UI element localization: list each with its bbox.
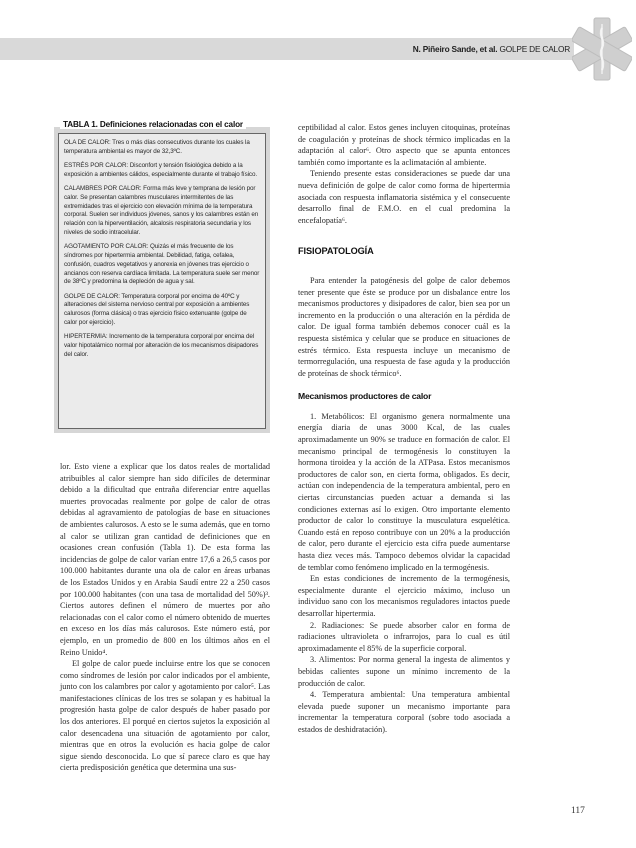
mechanism-food: 3. Alimentos: Por norma general la ingesta de alimentos y bebidas calientes supone un mínimo incremento de la producción de calor.: [298, 655, 510, 688]
right-column: [298, 122, 510, 736]
right-intro-paragraph: Teniendo presente estas consideraciones se puede dar una nueva definición de golpe de calor como forma de hipertermia asociada con respuesta inflamatoria sistémica y el consecuente desarrollo final de F.M.O. en el cual predomina la encefalopatía⁶.: [298, 169, 510, 225]
subsection-heading-mecanismos: Mecanismos productores de calor: [298, 391, 432, 402]
mechanism-radiation: 2. Radiaciones: Se puede absorber calor en forma de radiaciones ultravioleta o infrarrojos, para lo cual es útil aproximadamente el 85% de la superficie corporal.: [298, 620, 510, 653]
left-paragraph: El golpe de calor puede incluirse entre los que se conocen como síndromes de lesión por calor indicados por el ambiente, junto con los calambres por calor y agotamiento por calor⁵. Las manifestaciones clínicas de los tres se solapan y es habitual la progresión hasta golpe de calor después de haber pasado por los dos anteriores. El porqué en ciertos sujetos la exposición al calor desencadena una situación de agotamiento por calor, mientras que en otros la evolución es hacia golpe de calor sigue siendo desconocida. Lo que sí parece claro es que hay cierta predisposición genética que determina una sus-: [60, 659, 270, 773]
mechanism-ambient-temperature: 4. Temperatura ambiental: Una temperatura ambiental elevada puede suponer un mecanismo importante para incrementar la temperatura corporal (sobre todo asociada a estados de deshidratación).: [298, 690, 510, 734]
mechanism-metabolic: 1. Metabólicos: El organismo genera normalmente una energía diaria de unas 3000 Kcal, de las cuales aproximadamente un 90% se traduce en formación de calor. El mecanismo principal de termogénesis lo constituyen la hormona tiroidea y la acción de la ATPasa. Estos mecanismos productores de calor son, en cierta forma, obligados. Es decir, actúan con independencia de la temperatura ambiental, pero en ciertas circunstancias pueden actuar a demanda si las condiciones externas así lo exigen. Otro importante elemento productor de calor lo constituye la musculatura esquelética. Cuando está en reposo contribuye con un 20% a la producción de calor, pero durante el ejercicio esta cifra puede aumentarse hasta diez veces más. Tampoco debemos olvidar la capacidad de temblar como fenómeno implicado en la termogénesis.: [298, 411, 510, 572]
definition-hyperthermia: HIPERTERMIA: Incremento de la temperatura corporal por encima del valor hipotalámico normal por alteración de los mecanismos disipadores del calor.: [64, 333, 259, 358]
left-column: [60, 461, 270, 774]
definition-heat-exhaustion: AGOTAMIENTO POR CALOR: Quizás el más frecuente de los síndromes por hipertermia ambiental. Debilidad, fatiga, cefalea, confusión, cuadros vegetativos y anorexia en jóvenes tras ejercicio o ancianos con reserva cardíaca limitada. La temperatura suele ser menor de 38ºC y predomina la depleción de agua y sal.: [64, 243, 260, 286]
mechanism-paragraph: En estas condiciones de incremento de la termogénesis, especialmente durante el ejercicio máximo, incluso un individuo sano con los mecanismos reguladores intactos puede desarrollar hipertermia.: [298, 574, 510, 618]
running-header: [413, 44, 570, 54]
header-topic: GOLPE DE CALOR: [499, 44, 570, 54]
table-title: TABLA 1. Definiciones relacionadas con el calor: [60, 120, 246, 129]
definitions-table: [58, 133, 266, 429]
medical-cross-icon: [572, 16, 632, 82]
left-paragraph: lor. Esto viene a explicar que los datos reales de mortalidad atribuibles al calor siempre han sido difíciles de determinar debido a la dificultad que entraña diferenciar entre aquellas muertes provocadas realmente por golpe de calor de otras debidas al agravamiento de patologías de base en situaciones de ambientes calurosos. A esto se le suma además, que en torno al calor se utilizan gran cantidad de definiciones que en ocasiones crean confusión (Tabla 1). De esta forma las incidencias de golpe de calor varían entre 17,6 a 26,5 casos por 100.000 habitantes durante una ola de calor en áreas urbanas de los Estados Unidos y en Arabia Saudí entre 22 a 250 casos por 100.000 habitantes (con una tasa de mortalidad del 50%)³. Ciertos autores definen el número de muertes por año relacionadas con el calor como el número obtenido de muertes en exceso en los días más calurosos. Este número está, por ejemplo, en un promedio de 800 en los últimos años en el Reino Unido⁴.: [60, 462, 270, 657]
definition-heat-cramps: CALAMBRES POR CALOR: Forma más leve y temprana de lesión por calor. Se presentan calambres musculares intermitentes de las extremidades tras el ejercicio con elevación mínima de la temperatura corporal. Suelen ser individuos jóvenes, sanos y los calambres están en relación con la hiperventilación, alcalosis respiratoria secundaria y los niveles de sodio intracelular.: [64, 184, 259, 236]
definition-heat-stress: ESTRÉS POR CALOR: Disconfort y tensión fisiológica debido a la exposición a ambientes cálidos, especialmente durante el trabajo físico.: [64, 161, 258, 178]
page-number: 117: [571, 806, 585, 816]
definition-heat-wave: OLA DE CALOR: Tres o más días consecutivos durante los cuales la temperatura ambiental es mayor de 32,3ºC.: [64, 139, 250, 155]
section-paragraph: Para entender la patogénesis del golpe de calor debemos tener presente que éste se produce por un disbalance entre los mecanismos productores y disipadores de calor, bien sea por un incremento en la producción o una alteración en la pérdida de calor. De igual forma también debemos conocer cuál es la respuesta sistémica y celular que se produce en situaciones de estrés térmico. Esta respuesta incluye un mecanismo de termorregulación, una respuesta de fase aguda y la producción de proteínas de shock térmico⁶.: [298, 275, 510, 378]
right-intro-paragraph: ceptibilidad al calor. Estos genes incluyen citoquinas, proteínas de coagulación y proteínas de shock térmico implicadas en la adaptación al calor⁶. Otro aspecto que se apunta entonces también como importante es la aclimatación al ambiente.: [298, 123, 510, 167]
section-heading-fisiopatologia: FISIOPATOLOGÍA: [298, 246, 374, 257]
header-authors: N. Piñeiro Sande, et al.: [412, 44, 498, 54]
definition-heat-stroke: GOLPE DE CALOR: Temperatura corporal por encima de 40ºC y alteraciones del sistema nervioso central por exposición a ambientes calurosos (forma clásica) o tras ejercicio físico extenuante (golpe de calor por ejercicio).: [64, 292, 250, 326]
